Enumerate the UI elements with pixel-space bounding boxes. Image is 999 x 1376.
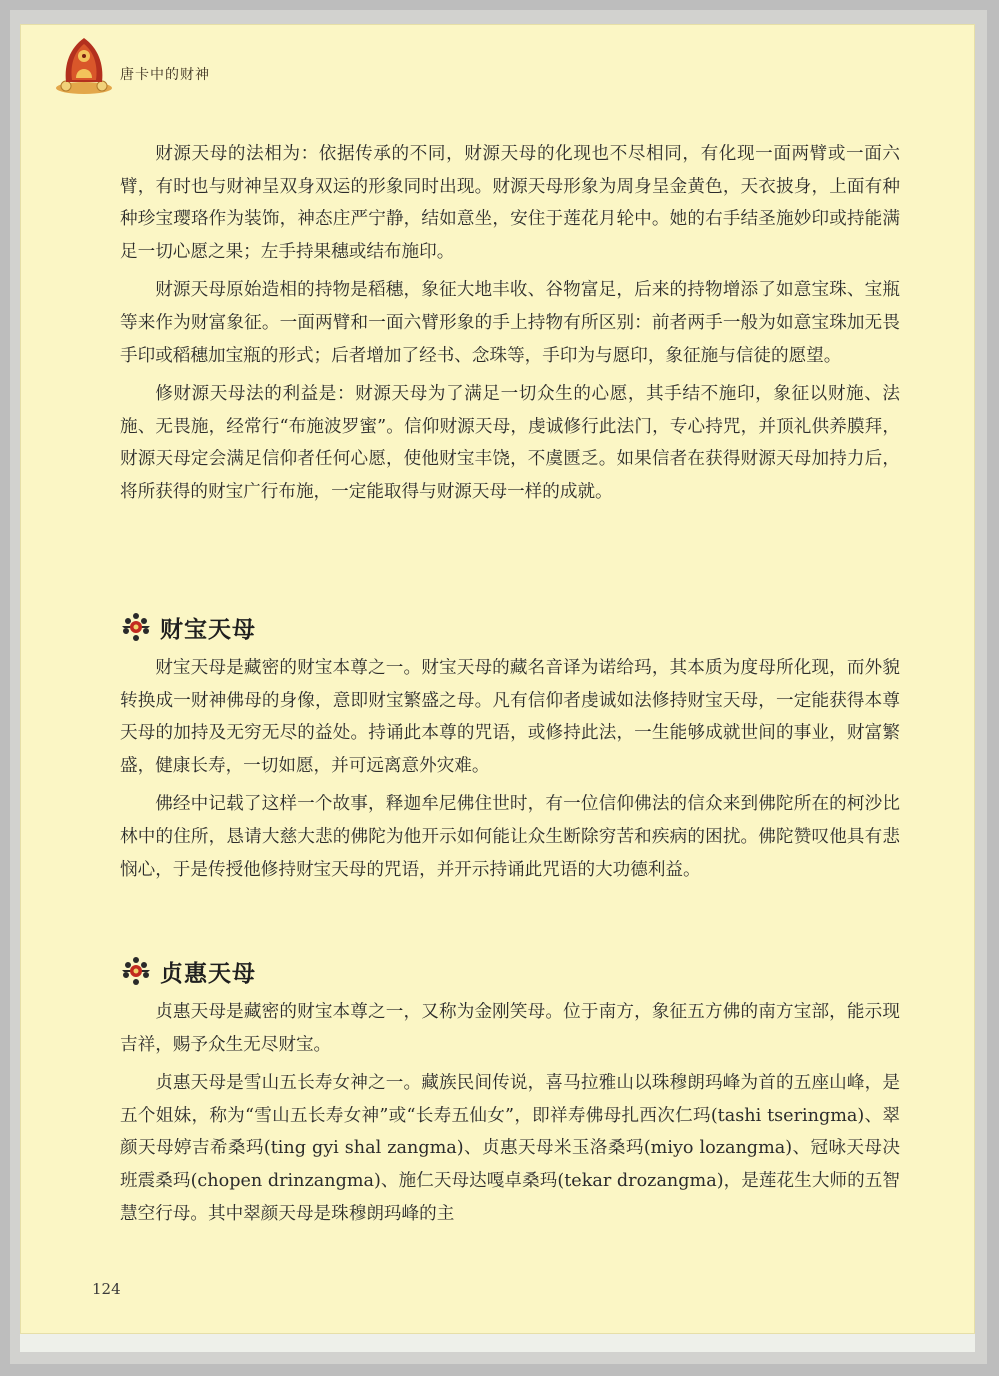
zhenhui-section — [120, 996, 900, 1236]
section-heading-zhenhui — [118, 954, 256, 988]
running-title: 唐卡中的财神 — [120, 67, 210, 83]
page-bottom-edge — [20, 1334, 975, 1352]
section-title: 贞惠天母 — [160, 959, 256, 987]
thangka-deity-emblem-icon — [52, 34, 116, 96]
paragraph: 财宝天母是藏密的财宝本尊之一。财宝天母的藏名音译为诺给玛，其本质为度母所化现，而外貌转换成一财神佛母的身像，意即财宝繁盛之母。凡有信仰者虔诚如法修持财宝天母，一定能获得本尊天母的加持及无穷无尽的益处。持诵此本尊的咒语，或修持此法，一生能够成就世间的事业，财富繁盛，健康长寿，一切如愿，并可远离意外灾难。 — [120, 658, 900, 776]
section-title: 财宝天母 — [160, 615, 256, 643]
paragraph: 贞惠天母是雪山五长寿女神之一。藏族民间传说，喜马拉雅山以珠穆朗玛峰为首的五座山峰，是五个姐妹，称为“雪山五长寿女神”或“长寿五仙女”，即祥寿佛母扎西次仁玛(tashi tseringma)、翠颜天母婷吉希桑玛(ting gyi shal zangma)、贞惠天母米玉洛桑玛(miyo lozangma)、冠咏天母决班震桑玛(chopen drinzangma)、施仁天母达嘎卓桑玛(tekar drozangma)，是莲花生大师的五智慧空行母。其中翠颜天母是珠穆朗玛峰的主 — [120, 1073, 900, 1224]
intro-section — [120, 138, 900, 515]
flower-ornament-icon — [118, 954, 154, 988]
caibao-section — [120, 652, 900, 892]
section-heading-caibao — [118, 610, 256, 644]
paragraph: 财源天母原始造相的持物是稻穗，象征大地丰收、谷物富足，后来的持物增添了如意宝珠、宝瓶等来作为财富象征。一面两臂和一面六臂形象的手上持物有所区别：前者两手一般为如意宝珠加无畏手印或稻穗加宝瓶的形式；后者增加了经书、念珠等，手印为与愿印，象征施与信徒的愿望。 — [120, 280, 900, 366]
paragraph: 贞惠天母是藏密的财宝本尊之一，又称为金刚笑母。位于南方，象征五方佛的南方宝部，能示现吉祥，赐予众生无尽财宝。 — [120, 1002, 900, 1055]
page-number: 124 — [92, 1280, 121, 1298]
paragraph: 财源天母的法相为：依据传承的不同，财源天母的化现也不尽相同，有化现一面两臂或一面六臂，有时也与财神呈双身双运的形象同时出现。财源天母形象为周身呈金黄色，天衣披身，上面有种种珍宝璎珞作为装饰，神态庄严宁静，结如意坐，安住于莲花月轮中。她的右手结圣施妙印或持能满足一切心愿之果；左手持果穗或结布施印。 — [120, 144, 900, 262]
paragraph: 修财源天母法的利益是：财源天母为了满足一切众生的心愿，其手结不施印，象征以财施、法施、无畏施，经常行“布施波罗蜜”。信仰财源天母，虔诚修行此法门，专心持咒，并顶礼供养膜拜，财源天母定会满足信仰者任何心愿，使他财宝丰饶，不虞匮乏。如果信者在获得财源天母加持力后，将所获得的财宝广行布施，一定能取得与财源天母一样的成就。 — [120, 384, 900, 502]
paragraph: 佛经中记载了这样一个故事，释迦牟尼佛住世时，有一位信仰佛法的信众来到佛陀所在的柯沙比林中的住所，恳请大慈大悲的佛陀为他开示如何能让众生断除穷苦和疾病的困扰。佛陀赞叹他具有悲悯心，于是传授他修持财宝天母的咒语，并开示持诵此咒语的大功德利益。 — [120, 794, 900, 880]
flower-ornament-icon — [118, 610, 154, 644]
